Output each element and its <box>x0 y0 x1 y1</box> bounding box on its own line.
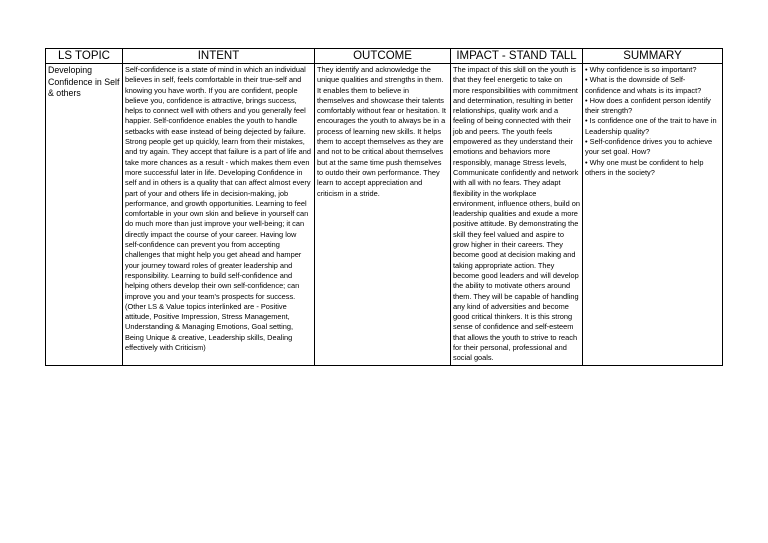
topic-cell: Developing Confidence in Self & others <box>46 64 123 366</box>
header-outcome: OUTCOME <box>315 49 451 64</box>
header-intent: INTENT <box>123 49 315 64</box>
table-row <box>46 64 723 366</box>
header-ls-topic: LS TOPIC <box>46 49 123 64</box>
table-header-row <box>46 49 723 64</box>
summary-cell: • Why confidence is so important? • What is the downside of Self-confidence and whats is its impact? • How does a confident person identify their strength? • Is confidence one of the trait to have in Leadership quality? • Self-confidence drives you to achieve your set goal. How? • Why one must be confident to help others in the society? <box>583 64 723 366</box>
header-impact: IMPACT - STAND TALL <box>451 49 583 64</box>
intent-cell: Self-confidence is a state of mind in which an individual believes in self, feels comfortable in their true-self and knowing you have worth. If you are confident, people believe you, confidence is attractive, brings success, helps to connect well with others and you generally feel happier. Self-confidence enables the youth to handle setbacks with ease instead of being dejected by failure. Strong people get up quickly, learn from their mistakes, and try again. They accept that failure is a part of life and take more chances as a result - which makes them even more successful later in life. Developing Confidence in self and in others is a quality that can affect almost every part of your and others life in decision-making, job performance, and growth opportunities. Learning to feel comfortable in your own skin and believe in yourself can do much more than just improve your well-being; it can directly impact the course of your career. Having low self-confidence can prevent you from accepting challenges that might help you get ahead and hamper your journey toward roles of greater leadership and responsibility. Learning to build self-confidence and helping others develop their own self-confidence; can improve you and your team's prospects for success. (Other LS & Value topics interlinked are - Positive attitude, Positive Impression, Stress Management, Understanding & Managing Emotions, Goal setting, Being Unique & creative, Leadership skills, Dealing effectively with Criticism) <box>123 64 315 366</box>
ls-topic-table <box>45 48 723 366</box>
impact-cell: The impact of this skill on the youth is that they feel energetic to take on more responsibilities with commitment and determination, resulting in better relationships, quality work and a feeling of being connected with their job and peers. The youth feels empowered as they understand their emotions and behaviors more responsibly, manage Stress levels, Communicate confidently and network with all with no fears. They adapt flexibility in the workplace environment, influence others, build on leadership qualities and exude a more positive attitude. By demonstrating the skill they feel valued and aspire to grow higher in their careers. They become good at decision making and taking appropriate action. They become good leaders and will develop the ability to motivate others around them. They will be capable of handling any kind of adversities and become good critical thinkers. It is this strong sense of confidence and self-esteem that allows the youth to strive to reach for their personal, professional and social goals. <box>451 64 583 366</box>
header-summary: SUMMARY <box>583 49 723 64</box>
outcome-cell: They identify and acknowledge the unique qualities and strengths in them. It enables them to believe in themselves and showcase their talents comfortably without fear or hesitation. It encourages the youth to always be in a process of learning new skills. It helps them to accept themselves as they are and not to be critical about themselves but at the same time push themselves to outdo their own performance. They learn to accept appreciation and criticism in a stride. <box>315 64 451 366</box>
